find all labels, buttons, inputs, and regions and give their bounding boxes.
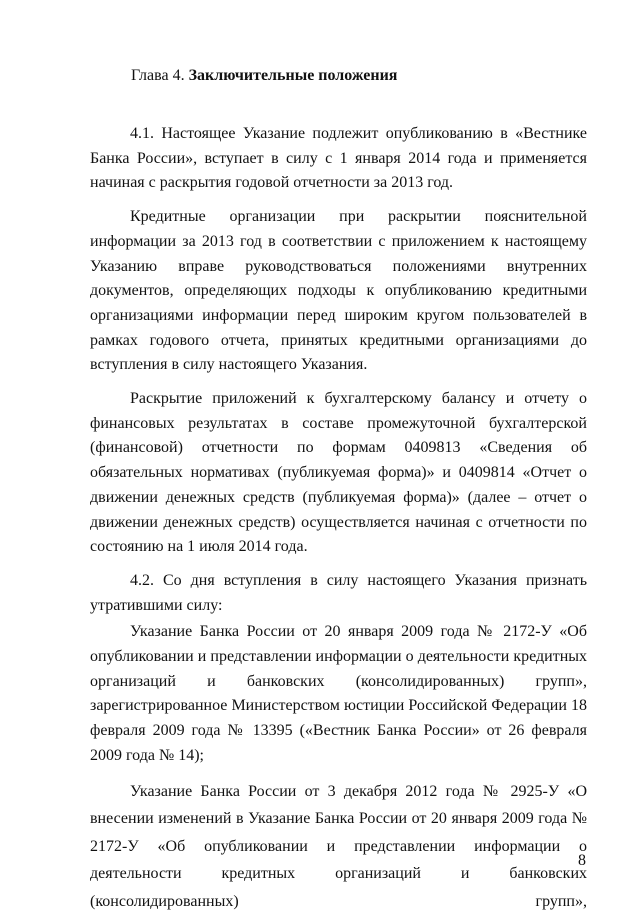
chapter-heading bbox=[131, 66, 397, 86]
page-number: 8 bbox=[578, 852, 586, 869]
paragraph-directive-2172-u: Указание Банка России от 20 января 2009 года № 2172-У «Об опубликовании и представлении информации о деятельности кредитных организаций и банковских (консолидированных) групп», зарегистрированное Министерством юстиции Российской Федерации 18 февраля 2009 года № 13395 («Вестник Банка России» от 26 февраля 2009 года № 14); bbox=[90, 623, 587, 764]
paragraph-disclosure-forms: Раскрытие приложений к бухгалтерскому балансу и отчету о финансовых результатах в составе промежуточной бухгалтерской (финансовой) отчетности по формам 0409813 «Сведения об обязательных нормативах (публикуемая форма)» и 0409814 «Отчет о движении денежных средств (публикуемая форма)» (далее – отчет о движении денежных средств) осуществляется начиная с отчетности по состоянию на 1 июля 2014 года. bbox=[90, 390, 587, 556]
paragraph-directive-2925-u: Указание Банка России от 3 декабря 2012 года № 2925-У «О внесении изменений в Указание Банка России от 20 января 2009 года № 2172-У «Об опубликовании и представлении информации о деятельности кредитных организаций и банковских (консолидированных) групп», bbox=[90, 782, 587, 910]
document-body bbox=[90, 122, 587, 915]
chapter-title: Заключительные положения bbox=[188, 67, 398, 84]
paragraph-credit-organizations: Кредитные организации при раскрытии пояснительной информации за 2013 год в соответствии с приложением к настоящему Указанию вправе руководствоваться положениями внутренних документов, определяющих подходы к опубликованию кредитными организациями информации перед широким кругом пользователей в рамках годового отчета, принятых кредитными организациями до вступления в силу настоящего Указания. bbox=[90, 208, 587, 374]
paragraph-4-2: 4.2. Со дня вступления в силу настоящего Указания признать утратившими силу: bbox=[90, 571, 587, 614]
paragraph-4-1: 4.1. Настоящее Указание подлежит опубликованию в «Вестнике Банка России», вступает в силу с 1 января 2014 года и применяется начиная с раскрытия годовой отчетности за 2013 год. bbox=[90, 125, 587, 192]
chapter-number: Глава 4. bbox=[131, 67, 185, 84]
